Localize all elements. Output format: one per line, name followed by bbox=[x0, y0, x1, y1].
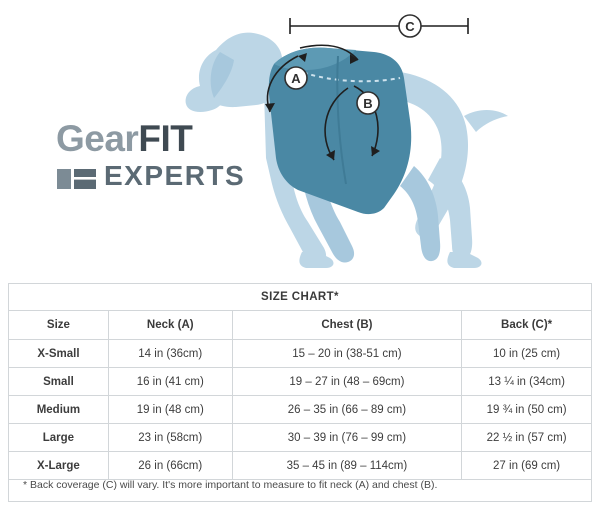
cell-neck: 23 in (58cm) bbox=[108, 424, 232, 452]
cell-neck: 14 in (36cm) bbox=[108, 340, 232, 368]
cell-chest: 19 – 27 in (48 – 69cm) bbox=[232, 368, 462, 396]
table-row bbox=[9, 368, 592, 396]
logo-bottom-line bbox=[56, 160, 266, 194]
table-row bbox=[9, 424, 592, 452]
cell-neck: 26 in (66cm) bbox=[108, 452, 232, 480]
logo-word-experts: EXPERTS bbox=[104, 160, 246, 191]
callout-b bbox=[357, 92, 379, 114]
callout-c bbox=[399, 15, 421, 37]
logo-word-fit: FIT bbox=[138, 118, 193, 159]
cell-back: 19 ¾ in (50 cm) bbox=[462, 396, 592, 424]
table-title-row bbox=[9, 284, 592, 311]
logo-top-line bbox=[56, 120, 266, 158]
bag-icon bbox=[56, 160, 98, 192]
cell-back: 13 ¼ in (34cm) bbox=[462, 368, 592, 396]
brand-logo bbox=[56, 120, 266, 200]
cell-chest: 15 – 20 in (38-51 cm) bbox=[232, 340, 462, 368]
table-title: SIZE CHART* bbox=[9, 284, 592, 311]
callout-c-label: C bbox=[405, 19, 415, 34]
cell-size: X-Small bbox=[9, 340, 109, 368]
callout-b-label: B bbox=[363, 96, 373, 111]
column-header-chest: Chest (B) bbox=[232, 311, 462, 340]
cell-chest: 35 – 45 in (89 – 114cm) bbox=[232, 452, 462, 480]
cell-chest: 26 – 35 in (66 – 89 cm) bbox=[232, 396, 462, 424]
size-chart-table bbox=[8, 283, 592, 480]
column-header-neck: Neck (A) bbox=[108, 311, 232, 340]
table-row bbox=[9, 340, 592, 368]
cell-back: 10 in (25 cm) bbox=[462, 340, 592, 368]
cell-size: Large bbox=[9, 424, 109, 452]
table-footnote: * Back coverage (C) will vary. It's more important to measure to fit neck (A) and chest (B). bbox=[8, 468, 592, 502]
cell-size: X-Large bbox=[9, 452, 109, 480]
column-header-back: Back (C)* bbox=[462, 311, 592, 340]
cell-chest: 30 – 39 in (76 – 99 cm) bbox=[232, 424, 462, 452]
cell-back: 27 in (69 cm) bbox=[462, 452, 592, 480]
cell-size: Small bbox=[9, 368, 109, 396]
cell-neck: 19 in (48 cm) bbox=[108, 396, 232, 424]
logo-word-gear: Gear bbox=[56, 118, 139, 159]
column-header-size: Size bbox=[9, 311, 109, 340]
callout-a-label: A bbox=[291, 71, 301, 86]
callout-a bbox=[285, 67, 307, 89]
table-row bbox=[9, 396, 592, 424]
cell-size: Medium bbox=[9, 396, 109, 424]
cell-neck: 16 in (41 cm) bbox=[108, 368, 232, 396]
table-header-row bbox=[9, 311, 592, 340]
cell-back: 22 ½ in (57 cm) bbox=[462, 424, 592, 452]
